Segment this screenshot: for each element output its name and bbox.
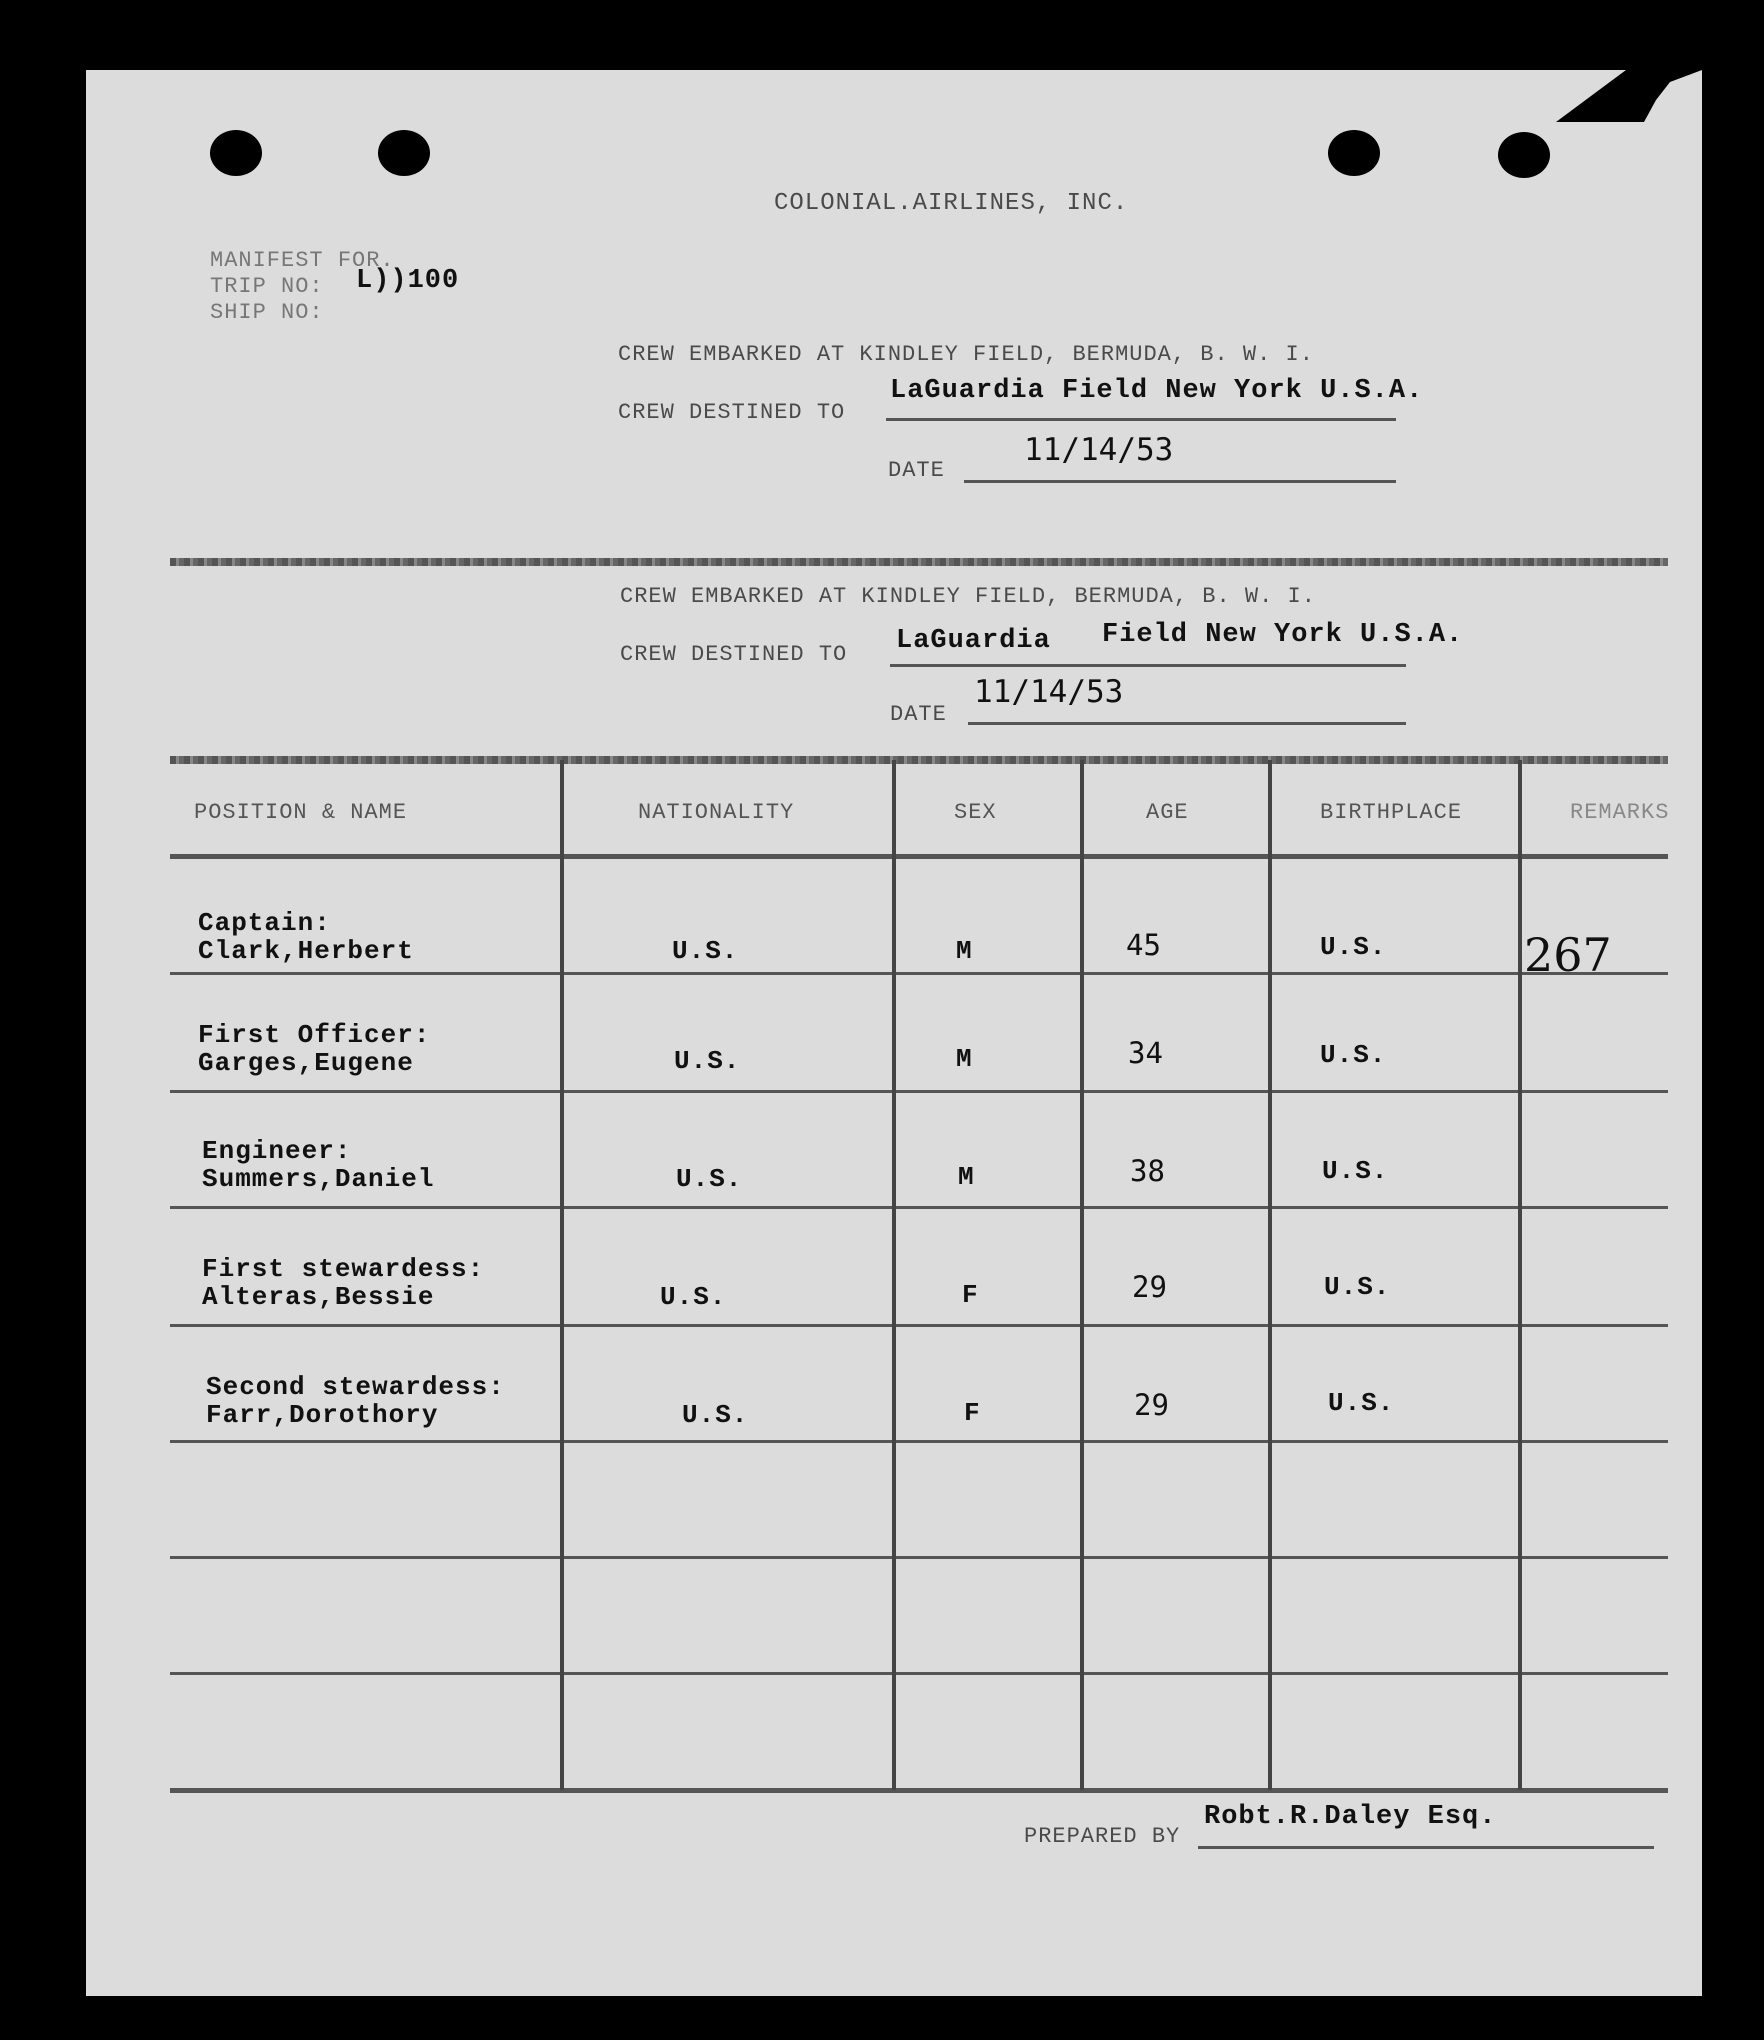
table-header-rule [170,854,1668,859]
row-rule [170,1206,1668,1209]
row-age: 45 [1126,928,1161,962]
row-birthplace: U.S. [1320,932,1387,962]
row-name: Clark,Herbert [198,936,414,966]
date-value-2: 11/14/53 [974,674,1124,710]
section-divider [170,558,1668,566]
row-age: 29 [1134,1388,1169,1422]
date-value-1: 11/14/53 [1024,432,1174,468]
row-position: Second stewardess: [206,1372,505,1402]
punch-hole [1328,130,1380,176]
punch-hole [1498,132,1550,178]
column-divider [1080,760,1084,1790]
row-age: 34 [1128,1036,1163,1070]
header-age: AGE [1146,800,1189,825]
row-birthplace: U.S. [1322,1156,1389,1186]
manifest-for-label: MANIFEST FOR. [210,248,395,273]
prepared-underline [1198,1846,1654,1849]
company-name: COLONIAL.AIRLINES, INC. [774,190,1129,217]
table-bottom-rule [170,1788,1668,1793]
header-nationality: NATIONALITY [638,800,795,825]
row-nationality: U.S. [674,1046,741,1076]
embarked-label-1: CREW EMBARKED AT KINDLEY FIELD, BERMUDA, B. W. I. [618,342,1314,367]
header-position-name: POSITION & NAME [194,800,408,825]
torn-corner [1546,70,1702,130]
column-divider [892,760,896,1790]
row-position: Captain: [198,908,331,938]
punch-hole [210,130,262,176]
row-birthplace: U.S. [1320,1040,1387,1070]
prepared-by-value: Robt.R.Daley Esq. [1204,1802,1497,1832]
header-sex: SEX [954,800,997,825]
embarked-label-2: CREW EMBARKED AT KINDLEY FIELD, BERMUDA, B. W. I. [620,584,1316,609]
row-sex: M [956,1044,973,1074]
row-name: Farr,Dorothory [206,1400,439,1430]
date-underline-2 [968,722,1406,725]
header-remarks: REMARKS [1570,800,1670,825]
column-divider [560,760,564,1790]
row-position: First Officer: [198,1020,431,1050]
row-sex: F [962,1280,979,1310]
trip-no-value: L))100 [356,266,460,296]
date-label-2: DATE [890,702,947,727]
destined-value-2a: LaGuardia [896,626,1051,656]
row-position: First stewardess: [202,1254,485,1284]
trip-no-label: TRIP NO: [210,274,324,299]
row-rule [170,1324,1668,1327]
row-sex: M [956,936,973,966]
destined-value-2b: Field New York U.S.A. [1102,620,1464,650]
column-divider [1268,760,1272,1790]
column-divider [1518,760,1522,1790]
table-top-rule [170,756,1668,764]
destined-label-2: CREW DESTINED TO [620,642,848,667]
destined-value-1: LaGuardia Field New York U.S.A. [890,376,1424,406]
manifest-page [86,70,1702,1996]
row-rule [170,1556,1668,1559]
destined-underline-1 [886,418,1396,421]
prepared-by-label: PREPARED BY [1024,1824,1181,1849]
date-label-1: DATE [888,458,945,483]
header-remarks-clip [1570,800,1680,825]
ship-no-label: SHIP NO: [210,300,324,325]
destined-label-1: CREW DESTINED TO [618,400,846,425]
row-nationality: U.S. [672,936,739,966]
row-rule [170,972,1668,975]
row-rule [170,1440,1668,1443]
row-age: 38 [1130,1154,1165,1188]
date-underline-1 [964,480,1396,483]
row-birthplace: U.S. [1328,1388,1395,1418]
row-nationality: U.S. [660,1282,727,1312]
row-age: 29 [1132,1270,1167,1304]
row-nationality: U.S. [682,1400,749,1430]
row-rule [170,1090,1668,1093]
row-sex: F [964,1398,981,1428]
row-nationality: U.S. [676,1164,743,1194]
header-birthplace: BIRTHPLACE [1320,800,1463,825]
row-position: Engineer: [202,1136,352,1166]
punch-hole [378,130,430,176]
row-remarks: 267 [1524,928,1612,982]
row-name: Summers,Daniel [202,1164,435,1194]
row-rule [170,1672,1668,1675]
row-sex: M [958,1162,975,1192]
destined-underline-2 [890,664,1406,667]
row-name: Garges,Eugene [198,1048,414,1078]
row-birthplace: U.S. [1324,1272,1391,1302]
row-name: Alteras,Bessie [202,1282,435,1312]
